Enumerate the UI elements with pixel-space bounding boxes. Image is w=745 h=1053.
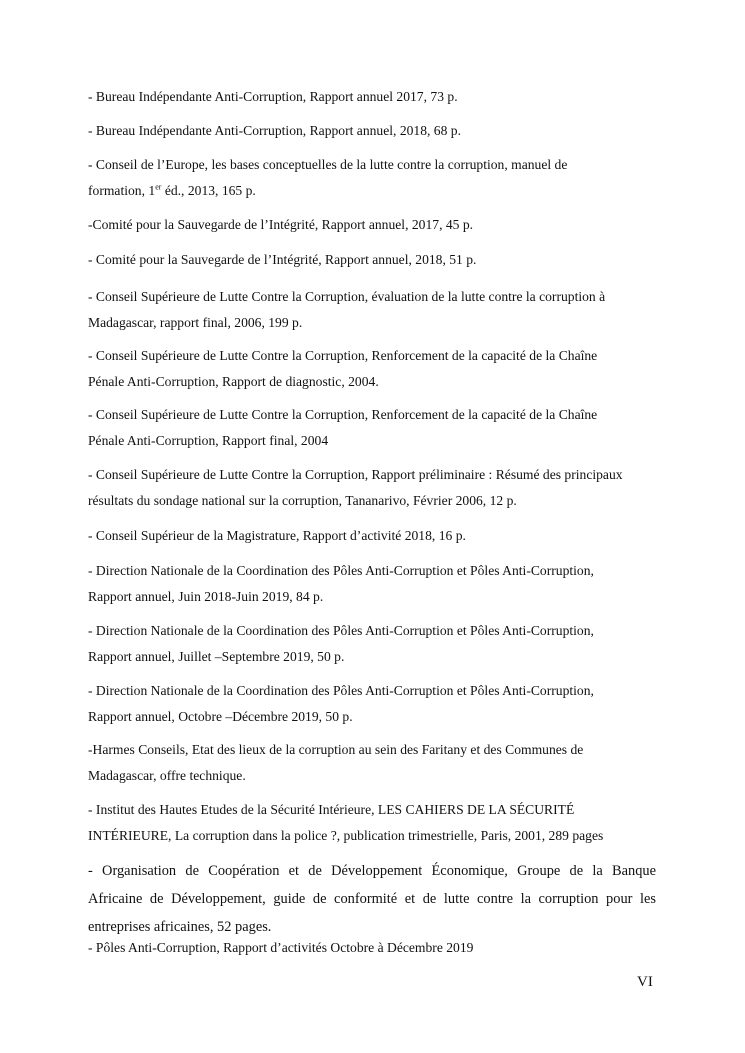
- reference-entry: [88, 212, 658, 238]
- reference-line: - Conseil Supérieure de Lutte Contre la Corruption, Renforcement de la capacité de la Chaîne: [88, 407, 598, 422]
- reference-line: -Harmes Conseils, Etat des lieux de la corruption au sein des Faritany et des Communes de: [88, 742, 584, 757]
- reference-entry: [88, 797, 658, 849]
- reference-entry: [88, 247, 658, 273]
- reference-line: entreprises africaines, 52 pages.: [88, 919, 272, 935]
- reference-line: Madagascar, rapport final, 2006, 199 p.: [88, 315, 303, 330]
- reference-line: - Bureau Indépendante Anti-Corruption, Rapport annuel 2017, 73 p.: [88, 89, 458, 104]
- reference-line: - Conseil Supérieure de Lutte Contre la Corruption, Renforcement de la capacité de la Chaîne: [88, 348, 598, 363]
- reference-line: Rapport annuel, Juin 2018-Juin 2019, 84 p.: [88, 589, 324, 604]
- reference-line: - Comité pour la Sauvegarde de l’Intégrité, Rapport annuel, 2018, 51 p.: [88, 252, 477, 267]
- reference-line: - Conseil Supérieure de Lutte Contre la Corruption, évaluation de la lutte contre la corruption à: [88, 289, 606, 304]
- reference-line: Pénale Anti-Corruption, Rapport final, 2004: [88, 433, 329, 448]
- reference-entry: [88, 84, 658, 110]
- reference-entry: [88, 402, 658, 454]
- reference-entry: [88, 118, 658, 144]
- reference-line: - Pôles Anti-Corruption, Rapport d’activités Octobre à Décembre 2019: [88, 940, 474, 955]
- reference-entry: [88, 462, 658, 514]
- reference-line: - Institut des Hautes Etudes de la Sécurité Intérieure, LES CAHIERS DE LA SÉCURITÉ: [88, 802, 575, 817]
- reference-entry: [88, 618, 658, 670]
- reference-line: [88, 178, 658, 204]
- reference-line: Rapport annuel, Juillet –Septembre 2019, 50 p.: [88, 649, 345, 664]
- reference-entry: [88, 523, 658, 549]
- reference-entry: [88, 857, 656, 941]
- reference-line: - Conseil Supérieur de la Magistrature, Rapport d’activité 2018, 16 p.: [88, 528, 466, 543]
- reference-line: - Direction Nationale de la Coordination des Pôles Anti-Corruption et Pôles Anti-Corruption,: [88, 623, 594, 638]
- ordinal-superscript: er: [155, 182, 162, 192]
- reference-line: Rapport annuel, Octobre –Décembre 2019, 50 p.: [88, 709, 353, 724]
- reference-line: résultats du sondage national sur la corruption, Tananarivo, Février 2006, 12 p.: [88, 493, 517, 508]
- reference-line: -Comité pour la Sauvegarde de l’Intégrité, Rapport annuel, 2017, 45 p.: [88, 217, 474, 232]
- reference-entry: [88, 737, 658, 789]
- reference-line: INTÉRIEURE, La corruption dans la police ?, publication trimestrielle, Paris, 2001, 289 pages: [88, 828, 604, 843]
- reference-line: Madagascar, offre technique.: [88, 768, 246, 783]
- reference-line: - Bureau Indépendante Anti-Corruption, Rapport annuel, 2018, 68 p.: [88, 123, 461, 138]
- page-number: VI: [637, 974, 653, 990]
- reference-line: - Conseil de l’Europe, les bases conceptuelles de la lutte contre la corruption, manuel de: [88, 157, 568, 172]
- reference-entry: [88, 678, 658, 730]
- reference-line: - Organisation de Coopération et de Développement Économique, Groupe de la Banque: [88, 863, 656, 879]
- reference-line: - Conseil Supérieure de Lutte Contre la Corruption, Rapport préliminaire : Résumé des principaux: [88, 467, 623, 482]
- reference-entry: [88, 284, 658, 336]
- reference-entry: [88, 935, 658, 961]
- reference-text: formation, 1: [88, 183, 156, 198]
- reference-entry: [88, 558, 658, 610]
- reference-line: - Direction Nationale de la Coordination des Pôles Anti-Corruption et Pôles Anti-Corruption,: [88, 563, 594, 578]
- reference-line: - Direction Nationale de la Coordination des Pôles Anti-Corruption et Pôles Anti-Corruption,: [88, 683, 594, 698]
- reference-text: éd., 2013, 165 p.: [161, 183, 256, 198]
- reference-line: Pénale Anti-Corruption, Rapport de diagnostic, 2004.: [88, 374, 379, 389]
- reference-entry: [88, 343, 658, 395]
- reference-entry: [88, 152, 658, 204]
- reference-line: Africaine de Développement, guide de conformité et de lutte contre la corruption pour les: [88, 891, 656, 907]
